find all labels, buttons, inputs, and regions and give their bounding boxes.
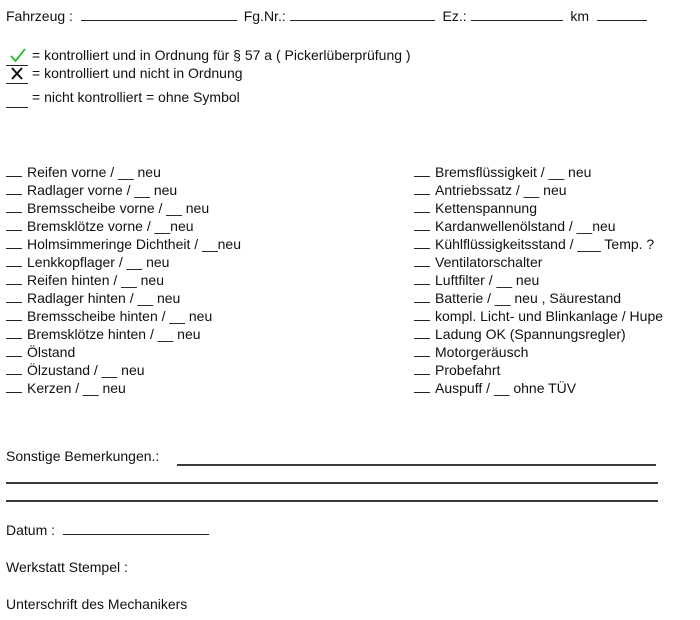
chassis-number-label: Fg.Nr.:: [243, 8, 286, 24]
item-label: Kerzen / __ neu: [27, 380, 126, 396]
item-label: Batterie / __ neu , Säurestand: [435, 290, 622, 306]
checkbox-blank[interactable]: [6, 182, 22, 195]
remarks-label: Sonstige Bemerkungen.:: [6, 448, 160, 464]
checkbox-blank[interactable]: [414, 362, 430, 375]
checklist-item[interactable]: [414, 253, 663, 271]
item-label: Reifen vorne / __ neu: [27, 164, 161, 180]
item-label: Kühlflüssigkeitsstand / ___ Temp. ?: [435, 236, 655, 252]
checklist-left: [6, 163, 241, 397]
item-label: kompl. Licht- und Blinkanlage / Hupe: [435, 308, 664, 324]
item-label: Radlager hinten / __ neu: [27, 290, 181, 306]
item-label: Motorgeräusch: [435, 344, 529, 360]
checklist-item[interactable]: [414, 271, 663, 289]
checkbox-blank[interactable]: [414, 272, 430, 285]
item-label: Lenkkopflager / __ neu: [27, 254, 170, 270]
checkbox-blank[interactable]: [6, 218, 22, 231]
x-icon: [6, 65, 28, 84]
checkbox-blank[interactable]: [414, 308, 430, 321]
date-label: Datum :: [6, 522, 56, 538]
item-label: Auspuff / __ ohne TÜV: [435, 380, 577, 396]
checkbox-blank[interactable]: [6, 200, 22, 213]
checkbox-blank[interactable]: [414, 254, 430, 267]
remarks-line-3[interactable]: [6, 500, 658, 502]
checklist-item[interactable]: [414, 235, 663, 253]
checkbox-blank[interactable]: [414, 290, 430, 303]
item-label: Bremsklötze hinten / __ neu: [27, 326, 201, 342]
checkbox-blank[interactable]: [6, 164, 22, 177]
checklist-item[interactable]: [6, 325, 241, 343]
checkbox-blank[interactable]: [6, 272, 22, 285]
checkbox-blank[interactable]: [6, 254, 22, 267]
date-row: [6, 522, 209, 538]
item-label: Bremsflüssigkeit / __ neu: [435, 164, 592, 180]
checklist-item[interactable]: [6, 235, 241, 253]
checklist-right: [414, 163, 663, 397]
checkbox-blank[interactable]: [414, 182, 430, 195]
checkbox-blank[interactable]: [6, 326, 22, 339]
checklist-item[interactable]: [414, 361, 663, 379]
checkbox-blank[interactable]: [414, 164, 430, 177]
checkbox-blank[interactable]: [414, 326, 430, 339]
item-label: Bremsklötze vorne / __neu: [27, 218, 194, 234]
registration-label: Ez.:: [442, 8, 467, 24]
checkbox-blank[interactable]: [6, 290, 22, 303]
checklist-item[interactable]: [6, 289, 241, 307]
checkbox-blank[interactable]: [414, 380, 430, 393]
item-label: Bremsscheibe hinten / __ neu: [27, 308, 213, 324]
check-icon: [6, 47, 28, 66]
vehicle-label: Fahrzeug :: [6, 8, 73, 24]
item-label: Ölstand: [27, 344, 76, 360]
remarks-line-1[interactable]: [177, 464, 656, 466]
km-field[interactable]: [597, 8, 647, 21]
checklist-item[interactable]: [6, 217, 241, 235]
checkbox-blank[interactable]: [6, 362, 22, 375]
checklist-item[interactable]: [6, 253, 241, 271]
checklist-item[interactable]: [6, 163, 241, 181]
checkbox-blank[interactable]: [414, 218, 430, 231]
checklist-item[interactable]: [6, 181, 241, 199]
checkbox-blank[interactable]: [414, 344, 430, 357]
item-label: Kardanwellenölstand / __neu: [435, 218, 616, 234]
checklist-item[interactable]: [6, 379, 241, 397]
item-label: Luftfilter / __ neu: [435, 272, 540, 288]
item-label: Ventilatorschalter: [435, 254, 543, 270]
item-label: Holmsimmeringe Dichtheit / __neu: [27, 236, 241, 252]
item-label: Reifen hinten / __ neu: [27, 272, 164, 288]
checkbox-blank[interactable]: [414, 236, 430, 249]
item-label: Antriebssatz / __ neu: [435, 182, 567, 198]
item-label: Radlager vorne / __ neu: [27, 182, 178, 198]
item-label: Probefahrt: [435, 362, 501, 378]
checklist-item[interactable]: [414, 289, 663, 307]
checklist-item[interactable]: [6, 271, 241, 289]
checklist-item[interactable]: [414, 343, 663, 361]
remarks-line-2[interactable]: [6, 482, 658, 484]
item-label: Kettenspannung: [435, 200, 537, 216]
vehicle-field[interactable]: [81, 8, 237, 21]
checklist-item[interactable]: [414, 379, 663, 397]
checkbox-blank[interactable]: [414, 200, 430, 213]
checkbox-blank[interactable]: [6, 308, 22, 321]
date-field[interactable]: [63, 522, 209, 535]
checklist-item[interactable]: [414, 325, 663, 343]
item-label: Ölzustand / __ neu: [27, 362, 145, 378]
legend-item-unchecked: [6, 86, 411, 108]
km-label: km: [570, 8, 590, 24]
legend-text-ok: = kontrolliert und in Ordnung für § 57 a ( Pickerlüberprüfung ): [32, 47, 411, 63]
checklist-item[interactable]: [414, 163, 663, 181]
header-row: [6, 8, 647, 24]
blank-icon: [6, 89, 28, 108]
checklist-item[interactable]: [6, 361, 241, 379]
checklist-item[interactable]: [6, 307, 241, 325]
checklist-item[interactable]: [6, 343, 241, 361]
checkbox-blank[interactable]: [6, 236, 22, 249]
chassis-number-field[interactable]: [290, 8, 435, 21]
checklist-item[interactable]: [414, 217, 663, 235]
checklist-item[interactable]: [6, 199, 241, 217]
item-label: Bremsscheibe vorne / __ neu: [27, 200, 210, 216]
checkbox-blank[interactable]: [6, 380, 22, 393]
checklist-item[interactable]: [414, 199, 663, 217]
mechanic-signature-label: Unterschrift des Mechanikers: [6, 596, 188, 612]
legend: [6, 44, 411, 108]
checklist-item[interactable]: [414, 181, 663, 199]
item-label: Ladung OK (Spannungsregler): [435, 326, 626, 342]
legend-text-unchecked: = nicht kontrolliert = ohne Symbol: [32, 89, 240, 105]
legend-text-not-ok: = kontrolliert und nicht in Ordnung: [32, 65, 243, 81]
checkbox-blank[interactable]: [6, 344, 22, 357]
workshop-stamp-label: Werkstatt Stempel :: [6, 559, 128, 575]
checklist-item[interactable]: [414, 307, 663, 325]
registration-field[interactable]: [471, 8, 563, 21]
